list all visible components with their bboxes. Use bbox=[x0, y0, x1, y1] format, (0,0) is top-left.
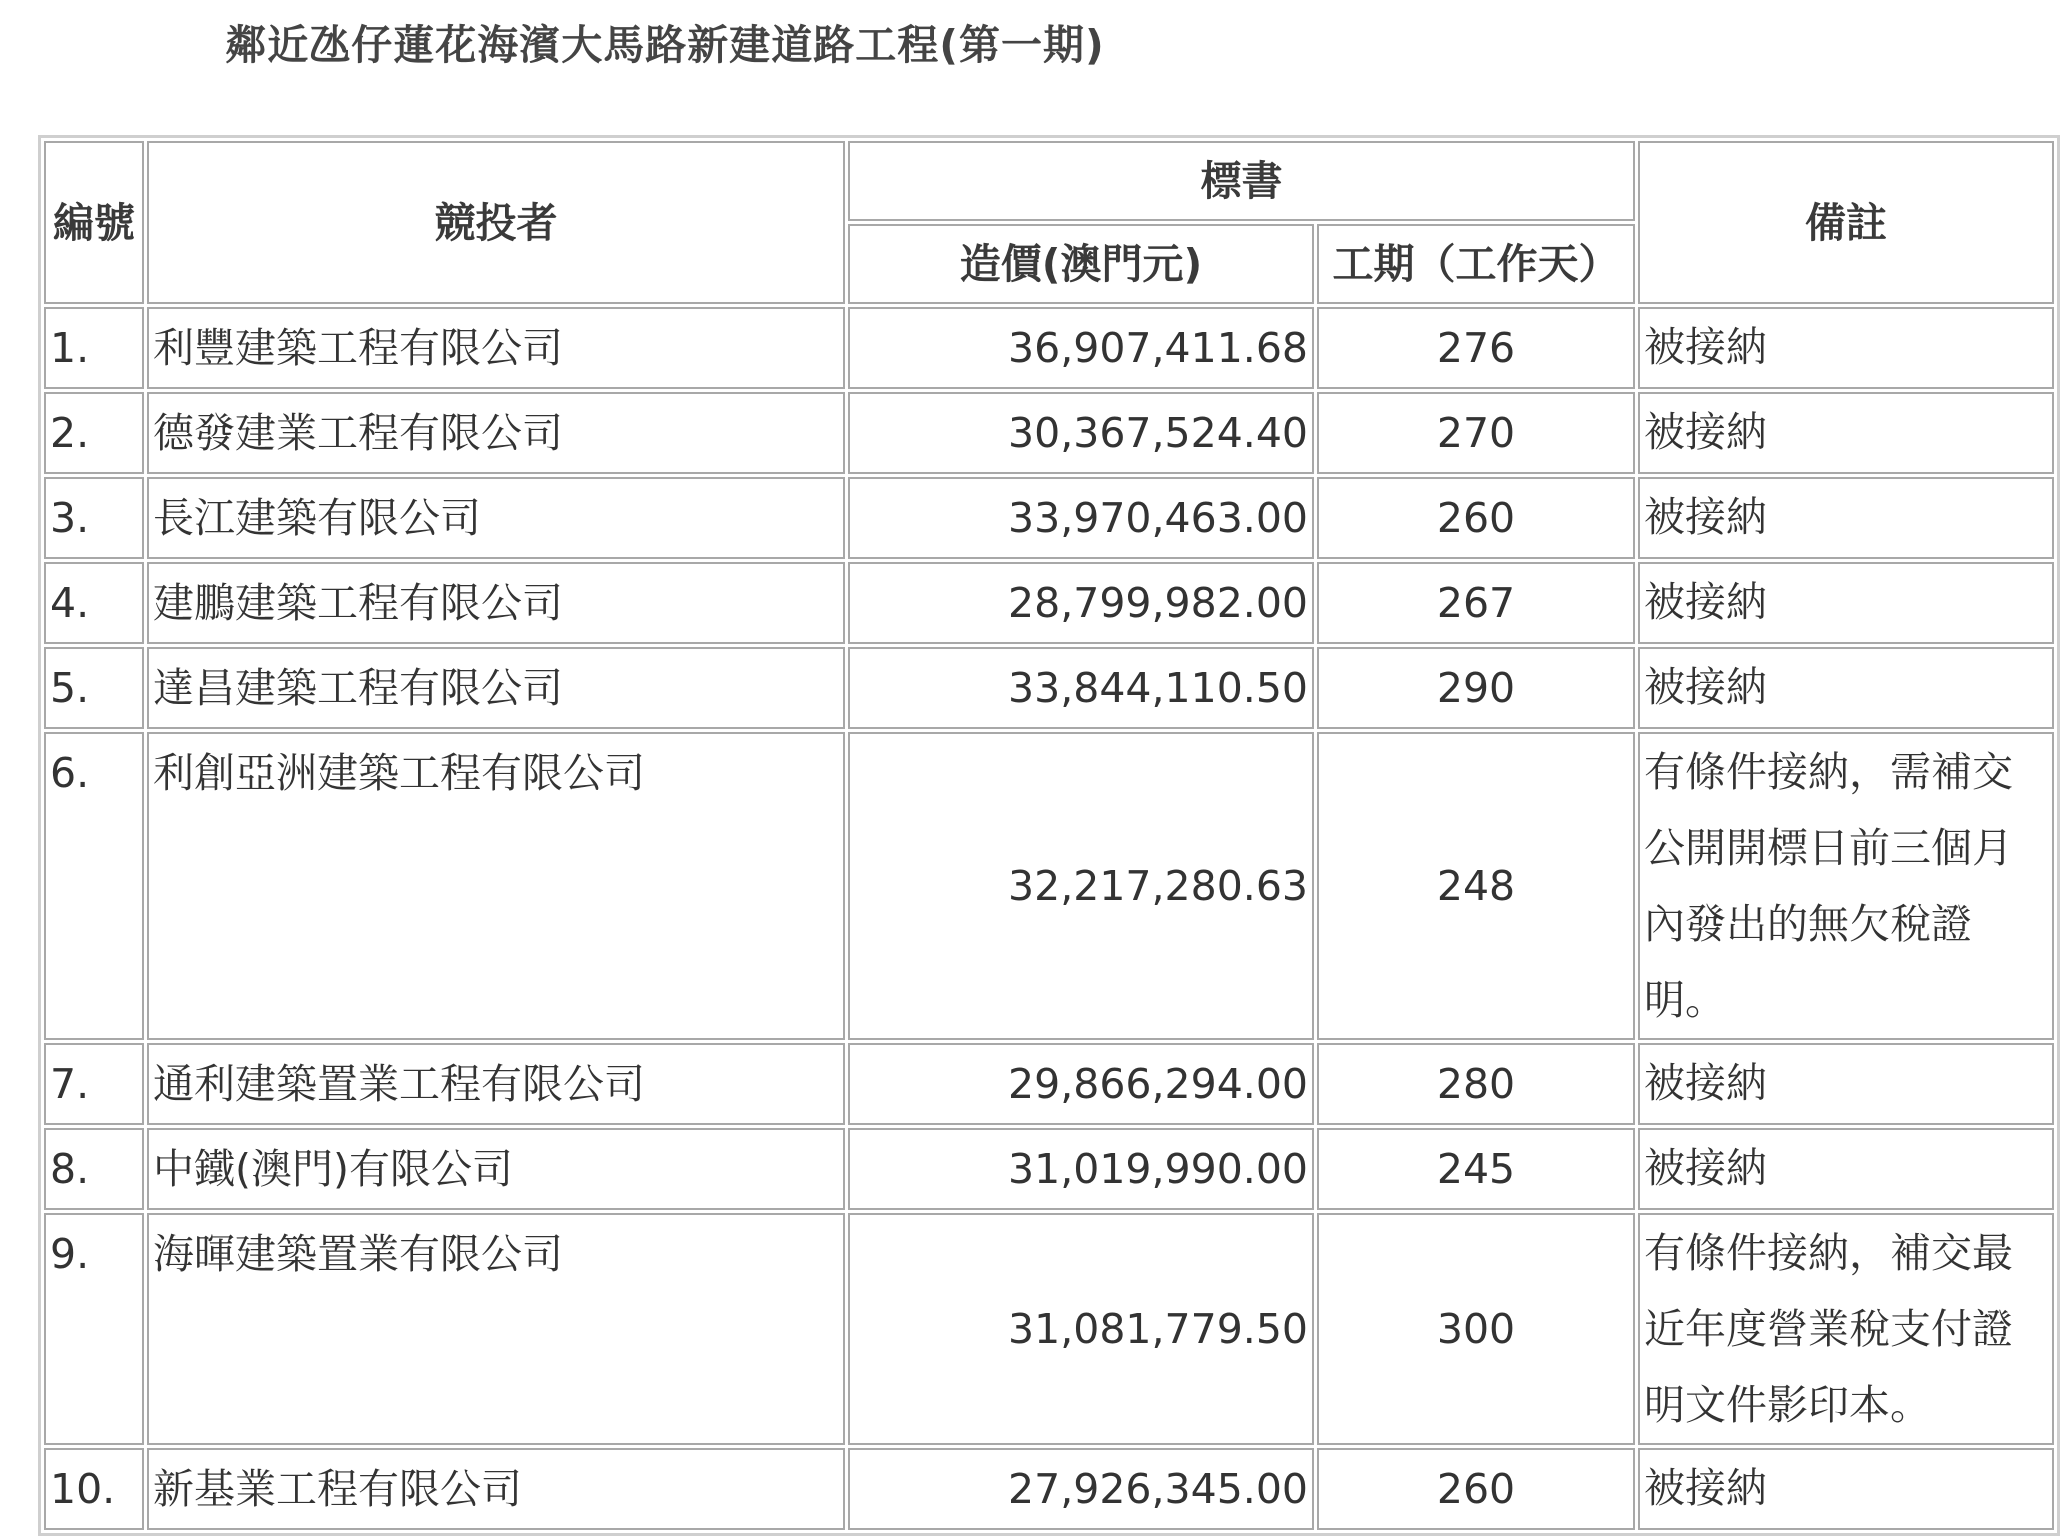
row-remark: 被接納 bbox=[1638, 307, 2054, 389]
row-days: 267 bbox=[1317, 562, 1635, 644]
row-days: 270 bbox=[1317, 392, 1635, 474]
row-bidder: 長江建築有限公司 bbox=[147, 477, 845, 559]
row-price: 33,844,110.50 bbox=[848, 647, 1314, 729]
row-no: 4. bbox=[44, 562, 144, 644]
row-bidder: 利豐建築工程有限公司 bbox=[147, 307, 845, 389]
table-row bbox=[44, 392, 2054, 474]
row-price: 28,799,982.00 bbox=[848, 562, 1314, 644]
row-bidder: 建鵬建築工程有限公司 bbox=[147, 562, 845, 644]
row-days: 260 bbox=[1317, 477, 1635, 559]
table-header-row bbox=[44, 141, 2054, 221]
table-row bbox=[44, 1213, 2054, 1445]
row-bidder: 通利建築置業工程有限公司 bbox=[147, 1043, 845, 1125]
table-row bbox=[44, 562, 2054, 644]
row-price: 36,907,411.68 bbox=[848, 307, 1314, 389]
header-tender: 標書 bbox=[848, 141, 1635, 221]
row-no: 7. bbox=[44, 1043, 144, 1125]
row-days: 276 bbox=[1317, 307, 1635, 389]
row-no: 10. bbox=[44, 1448, 144, 1530]
row-bidder: 新基業工程有限公司 bbox=[147, 1448, 845, 1530]
row-remark: 有條件接納，補交最近年度營業稅支付證明文件影印本。 bbox=[1638, 1213, 2054, 1445]
row-bidder: 德發建業工程有限公司 bbox=[147, 392, 845, 474]
row-remark: 被接納 bbox=[1638, 1448, 2054, 1530]
row-price: 30,367,524.40 bbox=[848, 392, 1314, 474]
row-bidder: 利創亞洲建築工程有限公司 bbox=[147, 732, 845, 1040]
row-remark: 被接納 bbox=[1638, 562, 2054, 644]
table-row bbox=[44, 1128, 2054, 1210]
row-price: 33,970,463.00 bbox=[848, 477, 1314, 559]
row-days: 290 bbox=[1317, 647, 1635, 729]
row-bidder: 中鐵(澳門)有限公司 bbox=[147, 1128, 845, 1210]
table-row bbox=[44, 732, 2054, 1040]
row-remark: 被接納 bbox=[1638, 1128, 2054, 1210]
page-title: 鄰近氹仔蓮花海濱大馬路新建道路工程(第一期) bbox=[225, 21, 1105, 69]
row-bidder: 海暉建築置業有限公司 bbox=[147, 1213, 845, 1445]
row-price: 31,081,779.50 bbox=[848, 1213, 1314, 1445]
row-remark: 有條件接納，需補交公開開標日前三個月內發出的無欠稅證明。 bbox=[1638, 732, 2054, 1040]
row-bidder: 達昌建築工程有限公司 bbox=[147, 647, 845, 729]
row-days: 300 bbox=[1317, 1213, 1635, 1445]
table-row bbox=[44, 477, 2054, 559]
table-row bbox=[44, 647, 2054, 729]
row-price: 27,926,345.00 bbox=[848, 1448, 1314, 1530]
row-days: 280 bbox=[1317, 1043, 1635, 1125]
table-row bbox=[44, 1043, 2054, 1125]
row-price: 31,019,990.00 bbox=[848, 1128, 1314, 1210]
row-days: 260 bbox=[1317, 1448, 1635, 1530]
row-no: 1. bbox=[44, 307, 144, 389]
row-no: 3. bbox=[44, 477, 144, 559]
row-no: 8. bbox=[44, 1128, 144, 1210]
row-days: 245 bbox=[1317, 1128, 1635, 1210]
tender-results-table bbox=[38, 135, 2060, 1536]
table-row bbox=[44, 307, 2054, 389]
row-remark: 被接納 bbox=[1638, 392, 2054, 474]
header-no: 編號 bbox=[44, 141, 144, 304]
row-no: 6. bbox=[44, 732, 144, 1040]
table-row bbox=[44, 1448, 2054, 1530]
row-days: 248 bbox=[1317, 732, 1635, 1040]
header-price: 造價(澳門元) bbox=[848, 224, 1314, 304]
row-no: 2. bbox=[44, 392, 144, 474]
header-period: 工期（工作天） bbox=[1317, 224, 1635, 304]
header-remark: 備註 bbox=[1638, 141, 2054, 304]
row-no: 5. bbox=[44, 647, 144, 729]
row-remark: 被接納 bbox=[1638, 1043, 2054, 1125]
row-no: 9. bbox=[44, 1213, 144, 1445]
row-price: 29,866,294.00 bbox=[848, 1043, 1314, 1125]
row-remark: 被接納 bbox=[1638, 477, 2054, 559]
header-bidder: 競投者 bbox=[147, 141, 845, 304]
row-price: 32,217,280.63 bbox=[848, 732, 1314, 1040]
row-remark: 被接納 bbox=[1638, 647, 2054, 729]
